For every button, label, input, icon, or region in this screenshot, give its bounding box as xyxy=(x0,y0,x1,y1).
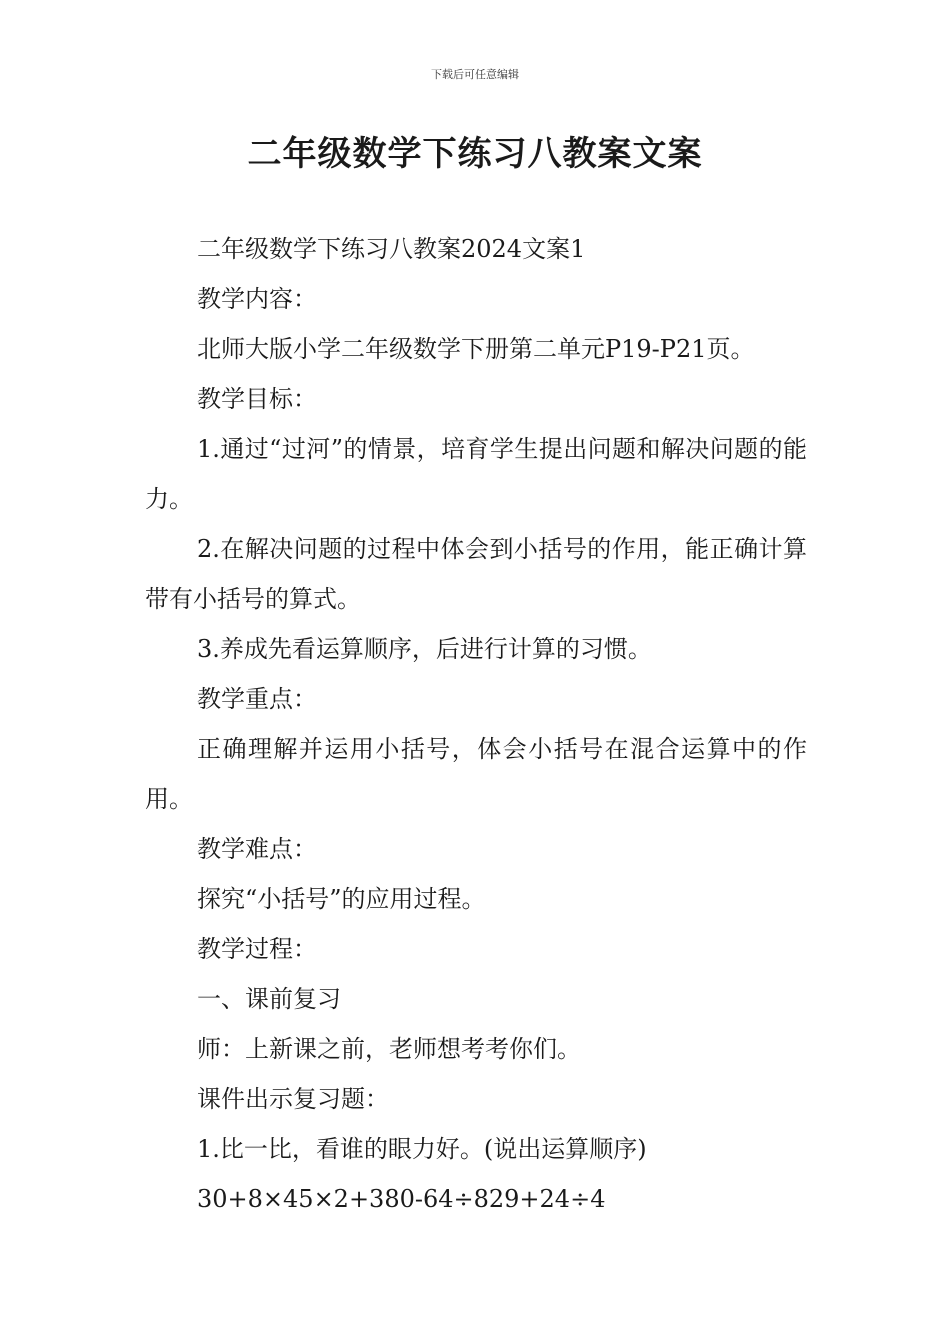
header-note: 下载后可任意编辑 xyxy=(431,68,519,81)
paragraph: 二年级数学下练习八教案2024文案1 xyxy=(197,235,586,263)
section-heading: 教学重点： xyxy=(197,685,317,713)
paragraph: 1.比一比，看谁的眼力好。(说出运算顺序) xyxy=(197,1135,647,1163)
document-title: 二年级数学下练习八教案文案 xyxy=(247,134,703,174)
math-expression: 30+8×45×2+380-64÷829+24÷4 xyxy=(197,1185,606,1213)
section-heading: 教学难点： xyxy=(197,835,317,863)
section-heading: 教学内容： xyxy=(197,285,317,313)
paragraph: 一、课前复习 xyxy=(197,985,341,1013)
paragraph: 1.通过“过河”的情景，培育学生提出问题和解决问题的能力。 xyxy=(145,435,807,513)
paragraph: 师：上新课之前，老师想考考你们。 xyxy=(197,1035,581,1063)
paragraph: 3.养成先看运算顺序，后进行计算的习惯。 xyxy=(197,635,652,663)
paragraph: 课件出示复习题： xyxy=(197,1085,389,1113)
document-body xyxy=(145,224,807,1224)
paragraph: 北师大版小学二年级数学下册第二单元P19-P21页。 xyxy=(197,335,755,363)
paragraph: 探究“小括号”的应用过程。 xyxy=(197,885,486,913)
section-heading: 教学过程： xyxy=(197,935,317,963)
paragraph: 正确理解并运用小括号，体会小括号在混合运算中的作用。 xyxy=(145,735,807,813)
paragraph: 2.在解决问题的过程中体会到小括号的作用，能正确计算带有小括号的算式。 xyxy=(145,535,807,613)
section-heading: 教学目标： xyxy=(197,385,317,413)
